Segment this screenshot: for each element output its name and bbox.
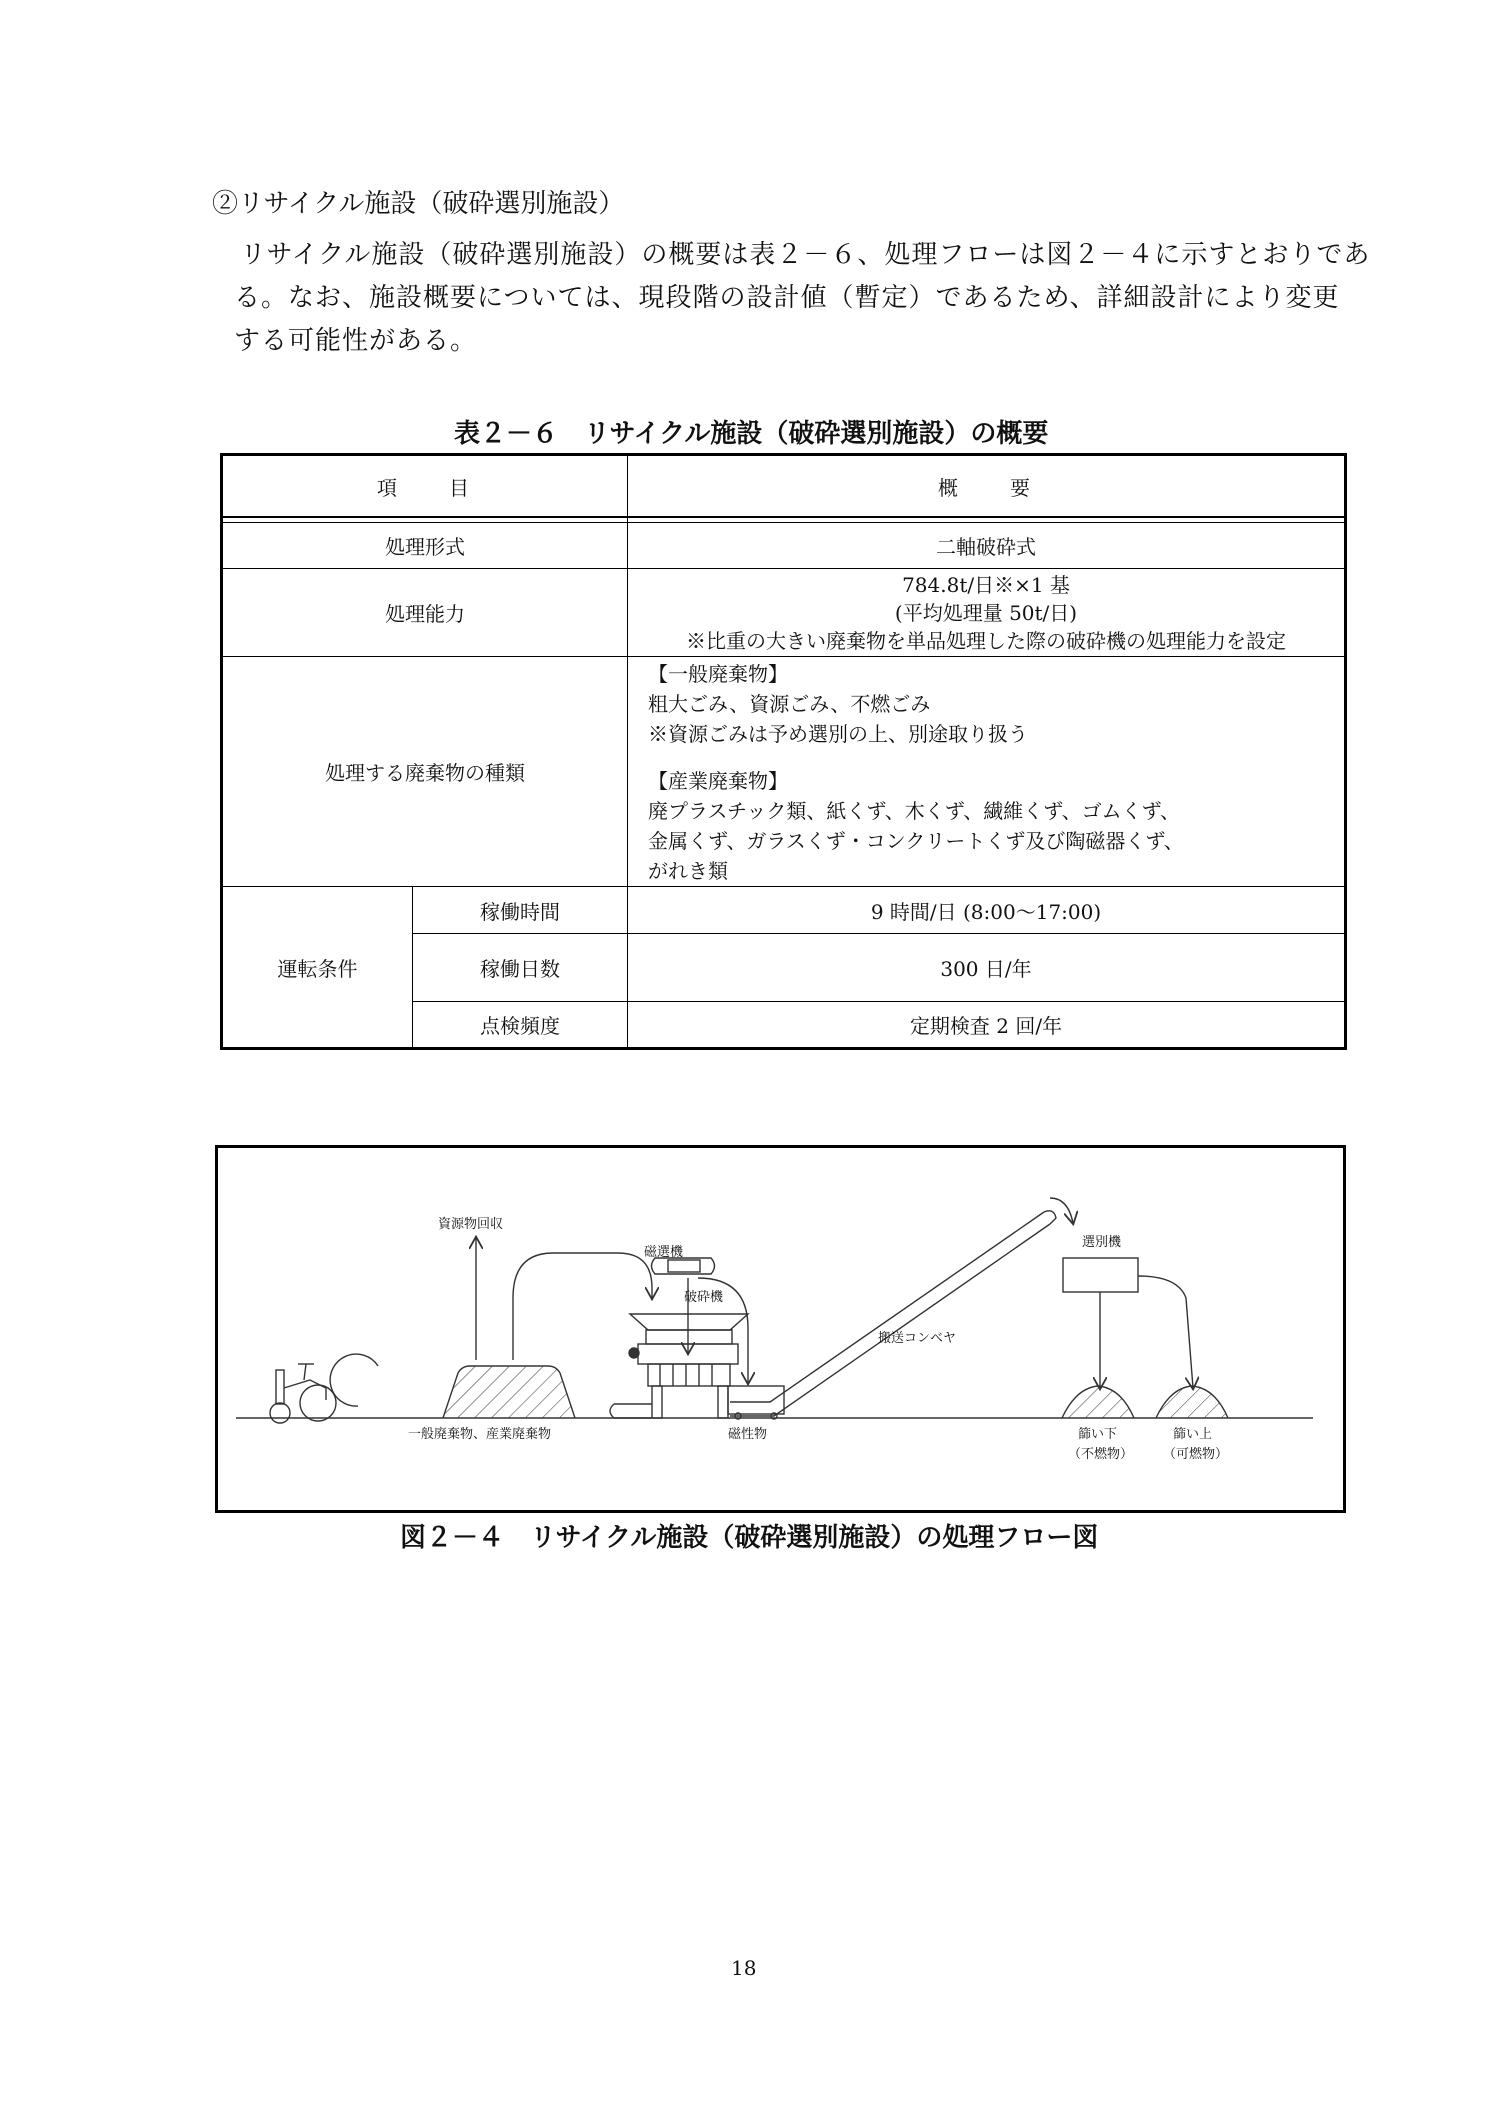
tractor-icon: [270, 1354, 378, 1423]
magnetic-separator-icon: [652, 1258, 715, 1274]
table-caption: 表２－６ リサイクル施設（破砕選別施設）の概要: [454, 419, 1049, 449]
under-sieve-pile: [1062, 1386, 1134, 1418]
row-label-format: 処理形式: [385, 535, 465, 559]
label-sorter: 選別機: [1082, 1235, 1122, 1250]
row-label-operation: 運転条件: [277, 956, 358, 981]
overview-table: [220, 453, 1347, 1050]
row-label-waste-types: 処理する廃棄物の種類: [325, 761, 525, 785]
body-text-line: する可能性がある。: [234, 326, 478, 356]
row-value-format: 二軸破砕式: [936, 535, 1036, 559]
body-text-line: リサイクル施設（破砕選別施設）の概要は表２－６、処理フローは図２－４に示すとおりであ: [240, 240, 1371, 270]
waste-pile: [443, 1366, 575, 1418]
label-under-sieve-note: （不燃物）: [1068, 1447, 1134, 1462]
section-heading: ②リサイクル施設（破砕選別施設）: [212, 189, 625, 219]
inlet-belt: [610, 1404, 652, 1418]
row-value-waste-types: 【一般廃棄物】 粗大ごみ、資源ごみ、不燃ごみ ※資源ごみは予め選別の上、別途取り扱う 【産業廃棄物】 廃プラスチック類、紙くず、木くず、繊維くず、ゴムくず、 金属くず、ガラスくず・コンクリートくず及び陶磁器くず、 がれき類: [648, 662, 1184, 883]
sub-value-hours: 9 時間/日 (8:00～17:00): [870, 899, 1102, 924]
row-value-capacity: 784.8t/日※×1 基 (平均処理量 50t/日) ※比重の大きい廃棄物を単品処理した際の破砕機の処理能力を設定: [686, 572, 1286, 653]
label-magnetic-material: 磁性物: [728, 1427, 768, 1442]
label-conveyor: 搬送コンベヤ: [878, 1331, 957, 1346]
over-sieve-pile: [1156, 1386, 1228, 1418]
label-magnetic-separator: 磁選機: [644, 1245, 684, 1260]
header-item: 項 目: [377, 475, 473, 500]
sub-value-days: 300 日/年: [940, 957, 1032, 981]
page-number: 18: [731, 1956, 757, 1980]
sub-label-days: 稼働日数: [480, 957, 560, 981]
header-summary: 概 要: [938, 475, 1034, 500]
label-over-sieve-note: （可燃物）: [1163, 1447, 1229, 1462]
body-text-line: る。なお、施設概要については、現段階の設計値（暫定）であるため、詳細設計により変更: [234, 283, 1340, 313]
sub-label-inspection: 点検頻度: [480, 1014, 560, 1038]
label-input-waste: 一般廃棄物、産業廃棄物: [408, 1427, 552, 1442]
label-over-sieve: 篩い上: [1173, 1427, 1213, 1442]
label-under-sieve: 篩い下: [1078, 1427, 1118, 1442]
feed-arrow: [513, 1253, 652, 1360]
flow-diagram-drawing: [218, 1148, 1343, 1510]
label-crusher: 破砕機: [684, 1290, 724, 1305]
sub-label-hours: 稼働時間: [480, 899, 560, 924]
flow-diagram: [215, 1145, 1346, 1513]
sub-value-inspection: 定期検査 2 回/年: [909, 1014, 1063, 1038]
figure-caption: 図２－４ リサイクル施設（破砕選別施設）の処理フロー図: [400, 1523, 1099, 1553]
label-resource-recovery: 資源物回収: [438, 1217, 504, 1232]
sorter-icon: [1063, 1258, 1138, 1292]
conveyor-belt: [730, 1211, 1056, 1416]
row-label-capacity: 処理能力: [385, 602, 465, 626]
